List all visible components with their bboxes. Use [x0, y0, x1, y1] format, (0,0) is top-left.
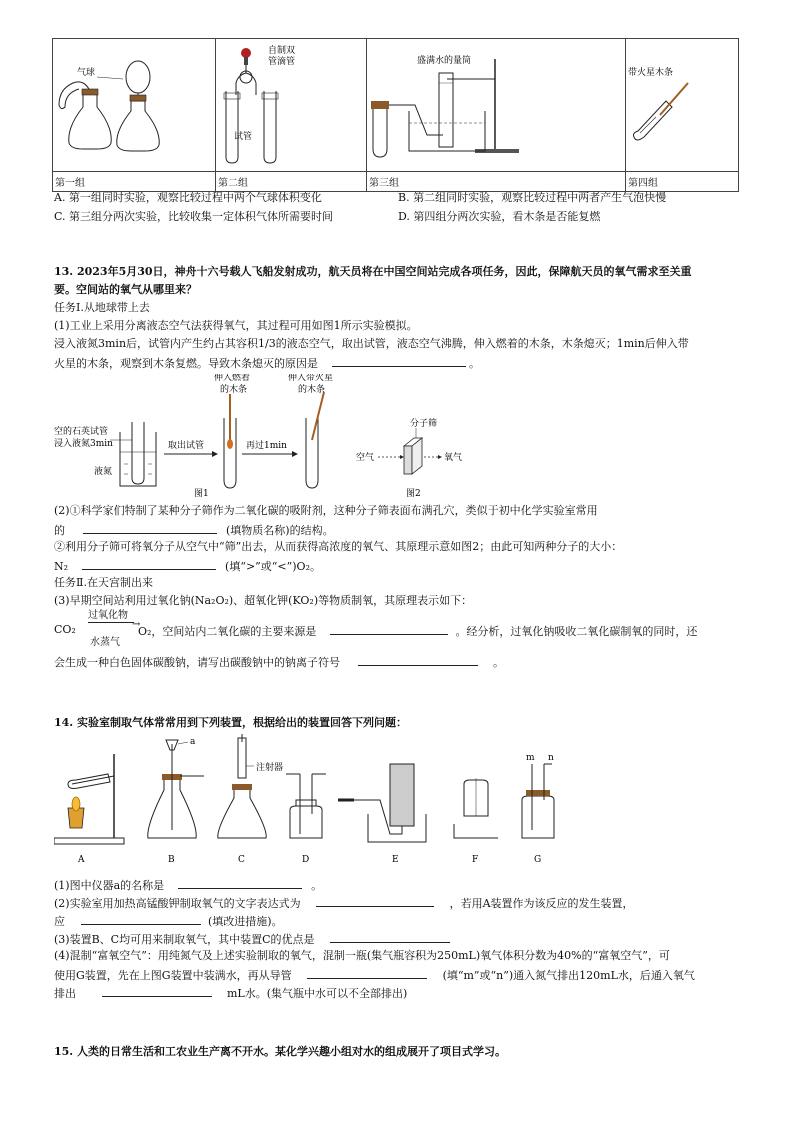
- q13-p1: (1)工业上采用分离液态空气法获得氧气，其过程可用如图1所示实验模拟。: [54, 319, 418, 332]
- q13-figures: [54, 374, 494, 500]
- option-b: B. 第二组同时实验，观察比较过程中两者产生气泡快慢: [398, 191, 667, 204]
- q14-answer-4[interactable]: [330, 931, 450, 943]
- q15-title: 15. 人类的日常生活和工农业生产离不开水。某化学兴趣小组对水的组成展开了项目式学习。: [54, 1045, 506, 1058]
- apparatus-g-label: G: [534, 855, 542, 865]
- fig1-take-label: 取出试管: [168, 441, 205, 451]
- q13-p5: ②利用分子筛可将氧分子从空气中“筛”出去，从而获得高浓度的氧气、其原理示意如图2；由此可知两种分子的大小：: [54, 540, 623, 553]
- q14-apparatus: [54, 734, 574, 868]
- q13-task2: 任务Ⅱ.在天宫制出来: [54, 576, 153, 589]
- q13-p3: 火星的木条，观察到木条复燃。导致木条熄灭的原因是 。: [54, 357, 480, 370]
- fig1-burning-label: 伸入燃着的木条: [214, 374, 251, 395]
- group2-cell: [216, 39, 367, 192]
- eq-bottom-label: 水蒸气: [90, 637, 120, 648]
- q13-title-line2: 要。空间站的氧气从哪里来？: [54, 283, 197, 296]
- q14-p6: 使用G装置，先在上图G装置中装满水，再从导管 (填“m”或“n”)通入氮气排出120mL水，后通入氧气: [54, 969, 695, 982]
- q13-p4a: (2)①科学家们特制了某种分子筛作为二氧化碳的吸附剂，这种分子筛表面布满孔穴，类似于初中化学实验室常用: [54, 504, 598, 517]
- eq-top-label: 过氧化物: [88, 610, 128, 621]
- experiment-groups-table: [52, 38, 739, 192]
- fig1-caption: 图1: [194, 489, 209, 499]
- group3-caption: 第三组: [367, 171, 625, 191]
- q13-answer-5[interactable]: [358, 654, 478, 666]
- q13-answer-4[interactable]: [330, 623, 448, 635]
- q14-answer-2[interactable]: [316, 895, 434, 907]
- q14-p2: (2)实验室用加热高锰酸钾制取氧气的文字表达式为 ，若用A装置作为该反应的发生装置，: [54, 897, 634, 910]
- group1-figure: [53, 39, 215, 171]
- port-m-label: m: [526, 753, 535, 763]
- group2-figure: [216, 39, 366, 171]
- cylinder-label: 盛满水的量筒: [417, 56, 472, 66]
- q14-p1: (1)图中仪器a的名称是 。: [54, 879, 323, 892]
- fig1-ln2-label: 液氮: [94, 467, 113, 477]
- q13-p6: N₂ (填“>”或“<”)O₂。: [54, 560, 321, 573]
- q13-p9: 会生成一种白色固体碳酸钠，请写出碳酸钠中的钠离子符号 。: [54, 656, 504, 669]
- apparatus-b-label: B: [168, 855, 175, 865]
- q13-p3-text: 火星的木条，观察到木条复燃。导致木条熄灭的原因是: [54, 357, 318, 370]
- eq-arrow: [88, 622, 134, 623]
- eq-left: CO₂: [54, 623, 76, 636]
- group4-caption: 第四组: [626, 171, 738, 191]
- apparatus-a-label: A: [78, 855, 85, 865]
- group4-cell: [626, 39, 739, 192]
- q14-answer-3[interactable]: [81, 913, 201, 925]
- q13-p8: O₂，空间站内二氧化碳的主要来源是 。经分析，过氧化钠吸收二氧化碳制氧的同时，还: [138, 625, 698, 638]
- fig1-wait-label: 再过1min: [246, 441, 287, 451]
- port-n-label: n: [548, 753, 554, 763]
- balloon-label: 气球: [77, 68, 96, 78]
- tube-label: 试管: [234, 132, 253, 142]
- group1-caption: 第一组: [53, 171, 215, 191]
- q13-answer-2[interactable]: [83, 522, 217, 534]
- group3-figure: [367, 39, 625, 171]
- group1-cell: [53, 39, 216, 192]
- fig2-sieve-label: 分子筛: [410, 419, 438, 429]
- fig1-glowing-label: 伸入带火星的木条: [288, 374, 334, 395]
- q14-p5: (4)混制“富氧空气”：用纯氮气及上述实验制取的氧气，混制一瓶(集气瓶容积为250mL)氧气体积分数为40%的“富氧空气”，可: [54, 949, 670, 962]
- fig1-quartz-label: 空的石英试管浸入液氮3min: [54, 427, 113, 449]
- instrument-a-label: a: [190, 737, 196, 747]
- apparatus-c-label: C: [238, 855, 245, 865]
- q13-p7: (3)早期空间站利用过氧化钠(Na₂O₂)、超氧化钾(KO₂)等物质制氧，其原理表示如下：: [54, 594, 473, 607]
- group3-cell: [367, 39, 626, 192]
- q14-answer-5[interactable]: [307, 967, 427, 979]
- q14-p4: (3)装置B、C均可用来制取氧气，其中装置C的优点是: [54, 931, 450, 947]
- q13-title-line1: 13. 2023年5月30日，神舟十六号载人飞船发射成功，航天员将在中国空间站完成各项任务，因此，保障航天员的氧气需求至关重: [54, 265, 692, 278]
- q13-p4b-line: 的 (填物质名称)的结构。: [54, 524, 334, 537]
- q14-answer-1[interactable]: [178, 877, 302, 889]
- apparatus-f-label: F: [472, 855, 479, 865]
- group2-caption: 第二组: [216, 171, 366, 191]
- q13-answer-3[interactable]: [82, 558, 216, 570]
- option-d: D. 第四组分两次实验，看木条是否能复燃: [398, 210, 601, 223]
- option-c: C. 第三组分两次实验，比较收集一定体积气体所需要时间: [54, 210, 334, 223]
- q13-p2: 浸入液氮3min后，试管内产生约占其容积1/3的液态空气，取出试管，液态空气沸腾，伸入燃着的木条，木条熄灭；1min后伸入带: [54, 337, 689, 350]
- q13-answer-1[interactable]: [332, 355, 466, 367]
- fig2-o2-label: 氧气: [444, 453, 463, 463]
- splint-label: 带火星木条: [628, 68, 674, 78]
- option-a: A. 第一组同时实验，观察比较过程中两个气球体积变化: [54, 191, 322, 204]
- q14-title: 14. 实验室制取气体常常用到下列装置，根据给出的装置回答下列问题：: [54, 716, 407, 729]
- fig2-caption: 图2: [406, 489, 421, 499]
- apparatus-e-label: E: [392, 855, 399, 865]
- q14-p7: 排出 mL水。(集气瓶中水可以不全部排出): [54, 987, 408, 1000]
- syringe-label: 注射器: [256, 763, 284, 773]
- svg-text:自制双 管滴管: [268, 44, 298, 67]
- apparatus-d-label: D: [302, 855, 310, 865]
- q13-task1: 任务Ⅰ.从地球带上去: [54, 301, 150, 314]
- group4-figure: [626, 39, 738, 171]
- q14-answer-6[interactable]: [102, 985, 212, 997]
- dropper-label: 自制双: [268, 46, 296, 56]
- q14-p3: 应 (填改进措施)。: [54, 915, 283, 928]
- fig2-air-label: 空气: [356, 453, 375, 463]
- dropper-label-line: 管滴管: [268, 57, 296, 67]
